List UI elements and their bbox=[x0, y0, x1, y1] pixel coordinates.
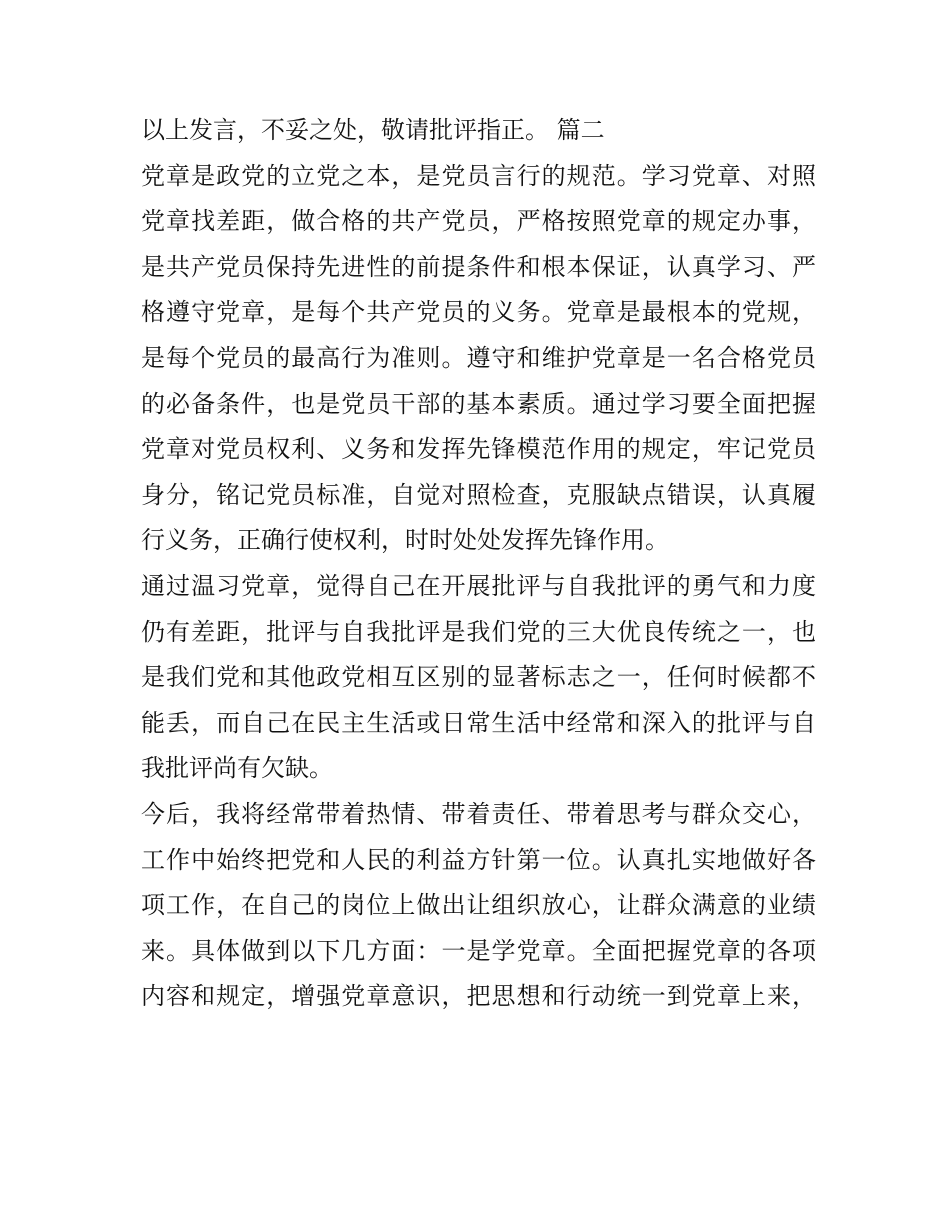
document-body bbox=[141, 108, 816, 1020]
text-line-19: 来。具体做到以下几方面：一是学党章。全面把握党章的各项 bbox=[141, 936, 816, 965]
text-line-16: 今后，我将经常带着热情、带着责任、带着思考与群众交心， bbox=[141, 799, 816, 828]
text-line-8: 党章对党员权利、义务和发挥先锋模范作用的规定，牢记党员 bbox=[141, 435, 816, 464]
text-line-3: 党章找差距，做合格的共产党员，严格按照党章的规定办事， bbox=[141, 207, 816, 236]
text-line-14: 能丢，而自己在民主生活或日常生活中经常和深入的批评与自 bbox=[141, 708, 816, 737]
text-line-6: 是每个党员的最高行为准则。遵守和维护党章是一名合格党员 bbox=[141, 343, 816, 372]
text-line-13: 是我们党和其他政党相互区别的显著标志之一，任何时候都不 bbox=[141, 663, 816, 692]
text-line-17: 工作中始终把党和人民的利益方针第一位。认真扎实地做好各 bbox=[141, 845, 816, 874]
text-line-9: 身分，铭记党员标准，自觉对照检查，克服缺点错误，认真履 bbox=[141, 480, 816, 509]
text-line-4: 是共产党员保持先进性的前提条件和根本保证，认真学习、严 bbox=[141, 252, 816, 281]
text-line-15: 我批评尚有欠缺。 bbox=[141, 754, 333, 783]
text-line-2: 党章是政党的立党之本，是党员言行的规范。学习党章、对照 bbox=[141, 161, 816, 190]
text-line-12: 仍有差距，批评与自我批评是我们党的三大优良传统之一，也 bbox=[141, 617, 816, 646]
text-line-20: 内容和规定，增强党章意识，把思想和行动统一到党章上来， bbox=[141, 982, 816, 1011]
text-line-11: 通过温习党章，觉得自己在开展批评与自我批评的勇气和力度 bbox=[141, 571, 816, 600]
text-line-10: 行义务，正确行使权利，时时处处发挥先锋作用。 bbox=[141, 526, 669, 555]
text-line-5: 格遵守党章，是每个共产党员的义务。党章是最根本的党规， bbox=[141, 298, 816, 327]
text-line-1: 以上发言，不妥之处，敬请批评指正。 篇二 bbox=[141, 116, 605, 144]
text-line-7: 的必备条件，也是党员干部的基本素质。通过学习要全面把握 bbox=[141, 389, 816, 418]
text-line-18: 项工作，在自己的岗位上做出让组织放心，让群众满意的业绩 bbox=[141, 891, 816, 920]
